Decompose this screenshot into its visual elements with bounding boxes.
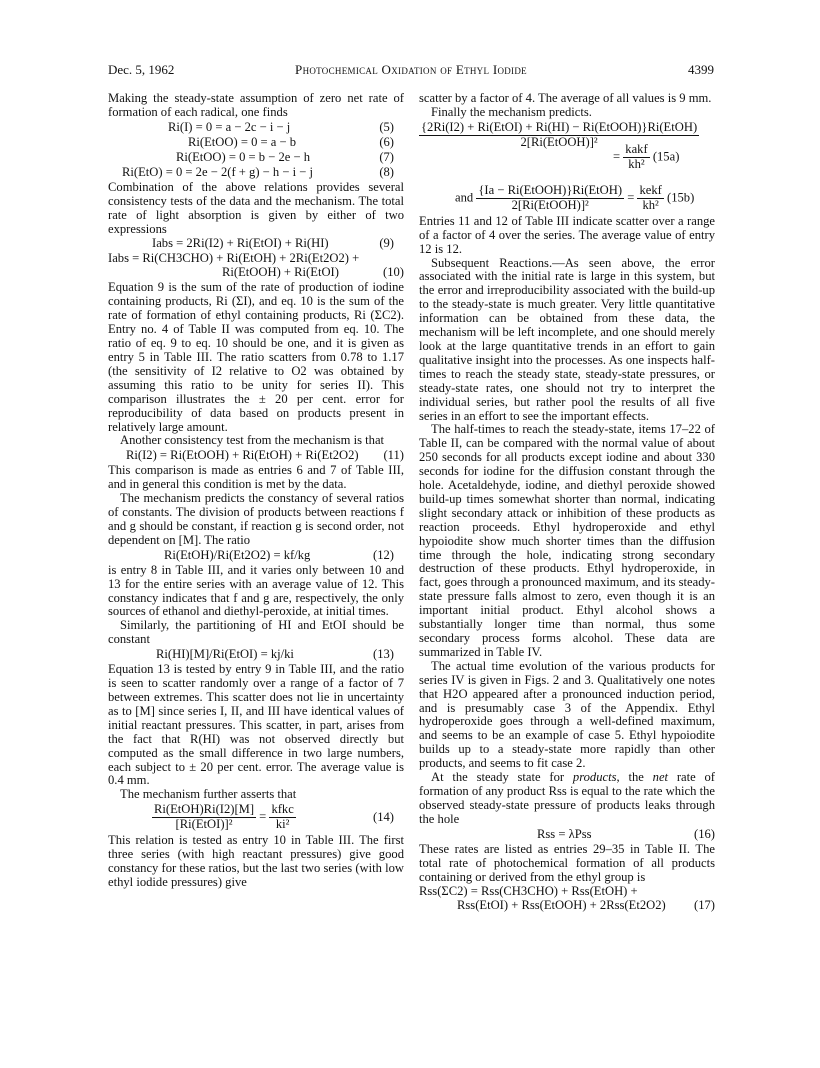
equation-13: Ri(HI)[M]/Ri(EtOI) = kj/ki (13) (156, 647, 394, 662)
header-title: Photochemical Oxidation of Ethyl Iodide (295, 62, 527, 77)
equation-12: Ri(EtOH)/Ri(Et2O2) = kf/kg (12) (164, 547, 394, 562)
paragraph: These rates are listed as entries 29–35 in Table II. The total rate of photochemical formation of all products containing or derived from the ethyl group is (419, 841, 715, 884)
paragraph: Equation 9 is the sum of the rate of production of iodine containing products, Ri (ΣI), and eq. 10 is the sum of the rate of formation of ethyl containing products, Ri (ΣC2). Entry no. 4 of Table II was computed from eq. 10. The ratio of eq. 9 to eq. 10 should be one, and it is given as entry 5 in Table III. The ratio scatters from 0.78 to 1.17 (the sensitivity of I2 relative to O2 was obtained by assuming this ratio to be unity for series II). This comparison illustrates the ± 20 per cent. error for reproducibility of data based on products present in relatively large amount. (108, 280, 404, 434)
header-date: Dec. 5, 1962 (108, 62, 175, 77)
equation-16: Rss = λPss (16) (537, 826, 715, 841)
paragraph: Entries 11 and 12 of Table III indicate scatter over a range of a factor of 4 over the series. The average value of entry 12 is 12. (419, 213, 715, 256)
equation-11: Ri(I2) = Ri(EtOOH) + Ri(EtOH) + Ri(Et2O2) (11) (126, 448, 404, 463)
equation-7: Ri(EtOO) = 0 = b − 2e − h (7) (176, 149, 394, 164)
paragraph: The mechanism predicts the constancy of several ratios of constants. The division of products between reactions f and g should be constant, if reaction g is second order, not dependent on [M]. The ratio (108, 491, 404, 547)
paragraph: This relation is tested as entry 10 in Table III. The first three series (with high reactant pressures) give good constancy for these ratios, but the last two series (with low ethyl iodide pressures) give (108, 833, 404, 889)
equation-17: Rss(ΣC2) = Rss(CH3CHO) + Rss(EtOH) + Rss(EtOI) + Rss(EtOOH) + 2Rss(Et2O2) (17) (419, 884, 715, 913)
paragraph: The mechanism further asserts that (120, 787, 297, 802)
paragraph: Making the steady-state assumption of zero net rate of formation of each radical, one finds (108, 91, 404, 119)
paragraph: The half-times to reach the steady-state, items 17–22 of Table II, can be compared with the normal value of about 250 seconds for all products except iodine and about 330 seconds for iodine for the diffusion constant through the hole. Acetaldehyde, iodine, and diethyl peroxide showed build-up times somewhat shorter than normal, indicating slight secondary attack or inhibition of these products as reaction proceeds. Ethyl hydroperoxide and ethyl hypoiodite show much shorter times than the diffusion time through the hole, indicating strong secondary destruction of these products. Ethyl hydroperoxide, in fact, goes through a pronounced maximum, and its steady-state pressure falls almost to zero, even though it is an important initial product. Ethyl alcohol shows a substantially longer time than normal, thus some secondary process forms alcohol. These data are summarized in Table IV. (419, 422, 715, 659)
paragraph: The actual time evolution of the various products for series IV is given in Figs. 2 and 3. Qualitatively one notes that H2O appeared after a pronounced induction period, and is presumably case 3 of the Appendix. Ethyl hydroperoxide goes through a well-defined maximum, and seems to be an example of case 5. Ethyl hypoiodite builds up to a steady-state more rapidly than other products, and seems to fit case 2. (419, 658, 715, 771)
equation-15b: and $\frac{\text{\{Ia − Ri(EtOOH)\}Ri(EtOH)}}{\text{2[Ri(EtOOH)]²}}$ = $\frac{\text{kekf}}{\text{kh²}}$ (15b) (455, 182, 695, 212)
equation-5: Ri(I) = 0 = a − 2c − i − j (5) (168, 119, 394, 134)
paragraph: Similarly, the partitioning of HI and EtOI should be constant (108, 618, 404, 647)
paragraph: Combination of the above relations provides several consistency tests of the data and the mechanism. The total rate of light absorption is given by either of two expressions (108, 179, 404, 236)
equation-9: Iabs = 2Ri(I2) + Ri(EtOI) + Ri(HI) (9) (152, 236, 394, 251)
right-column (419, 92, 715, 914)
paragraph: At the steady state for products, the net rate of formation of any product Rss is equal to the rate which the observed steady-state pressure of products leaks through the hole (419, 770, 715, 826)
equation-8: Ri(EtO) = 0 = 2e − 2(f + g) − h − i − j (8) (122, 164, 394, 179)
paragraph: This comparison is made as entries 6 and 7 of Table III, and in general this condition is met by the data. (108, 463, 404, 492)
paragraph: Subsequent Reactions.—As seen above, the error associated with the initial rate is large in this system, but the error and irreproducibility associated with the build-up to the steady-state is much greater. Very little quantitative information can be obtained from these data, the mechanism will be left incomplete, and one should merely look at the large quantitative trends in an effort to gain qualitative insight into the processes. As one inspects half-times to reach the steady state, steady-state pressures, or steady-state rates, one should not try to interpret the individual series, but rather pool the results of all five series in an effort to see the important effects. (419, 255, 715, 423)
paragraph: Finally the mechanism predicts. (431, 104, 592, 119)
paragraph: is entry 8 in Table III, and it varies only between 10 and 13 for the entire series with an average value of 12. This constancy indicates that f and g are, respectively, the only sources of ethanol and diethyl-peroxide, at initial times. (108, 562, 404, 619)
paragraph: Another consistency test from the mechanism is that (120, 433, 385, 448)
running-header (108, 62, 714, 80)
paragraph: scatter by a factor of 4. The average of all values is 9 mm. (419, 91, 712, 105)
left-column (108, 92, 404, 890)
section-heading: Subsequent Reactions. (431, 255, 553, 270)
equation-10: Iabs = Ri(CH3CHO) + Ri(EtOH) + 2Ri(Et2O2) + Ri(EtOOH) + Ri(EtOI) (10) (108, 251, 404, 280)
paragraph: Equation 13 is tested by entry 9 in Table III, and the ratio is seen to scatter randomly over a range of a factor of 7 between extremes. This scatter does not lie in uncertainty as to [M] since series I, II, and III have identical values of initial reactant pressures. This scatter, in part, arises from the fact that R(HI) was not observed directly but computed as the small difference in two large numbers, each subject to ± 20 per cent. error. The average value is 0.4 mm. (108, 662, 404, 788)
header-page-number: 4399 (688, 62, 714, 77)
equation-15: $\frac{\text{\{2Ri(I2) + Ri(EtOI) + Ri(HI) − Ri(EtOOH)\}Ri(EtOH)}}{\text{2[Ri(EtOOH)]²}}$ = $\frac{\text{kakf}}{\text{kh²}}$ (15a) (421, 119, 698, 171)
equation-6: Ri(EtOO) = 0 = a − b (6) (188, 134, 394, 149)
equation-14: $\frac{\text{Ri(EtOH)Ri(I2)[M]}}{\text{[Ri(EtOI)]²}}$ = $\frac{\text{kfkc}}{\text{ki²}}$ (14) (154, 802, 394, 832)
